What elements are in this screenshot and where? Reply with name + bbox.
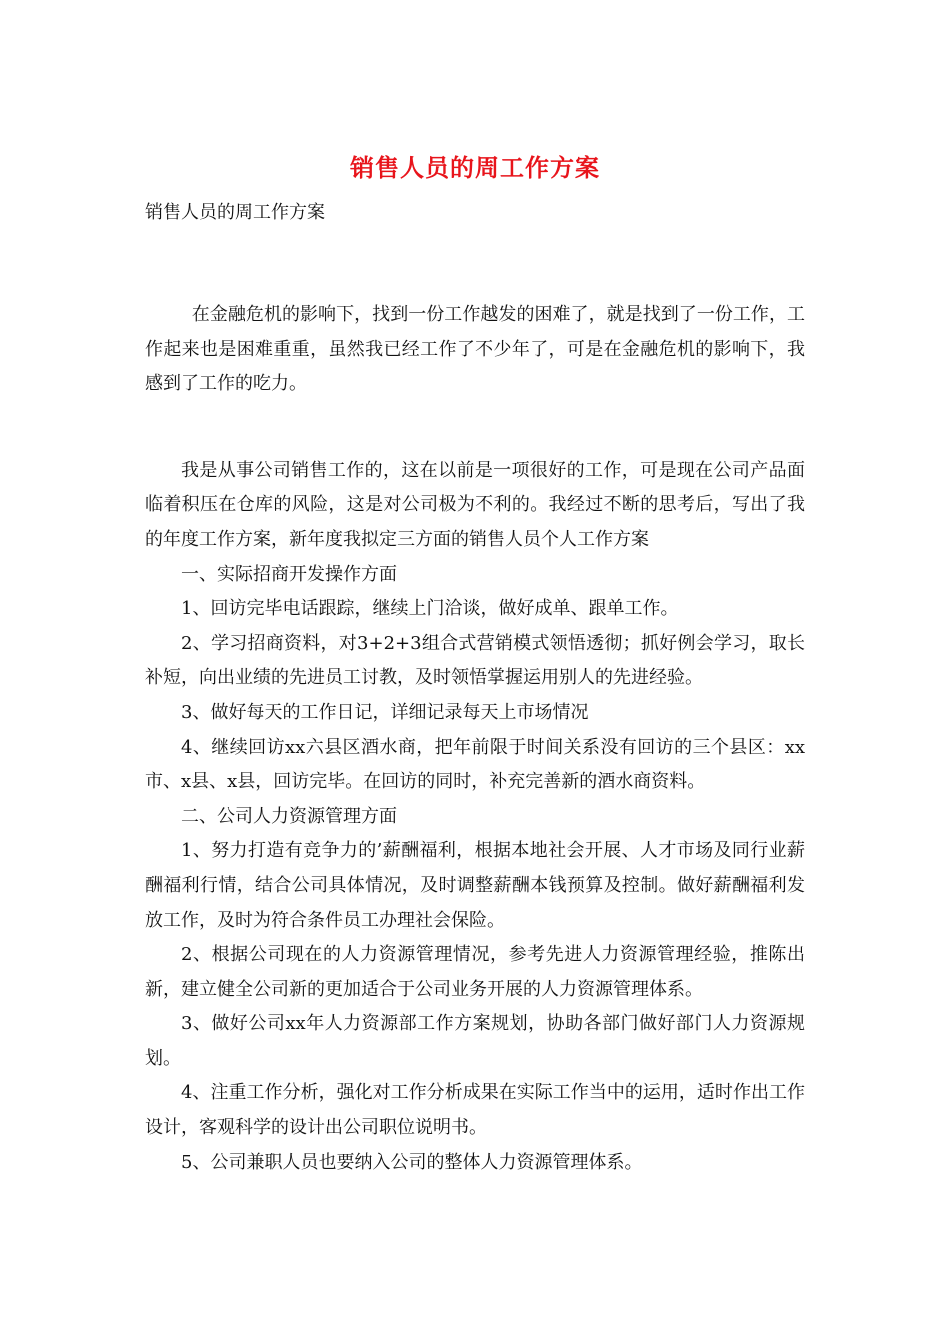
list-item: 1、回访完毕电话跟踪，继续上门洽谈，做好成单、跟单工作。 bbox=[181, 598, 679, 620]
document-subtitle: 销售人员的周工作方案 bbox=[145, 202, 325, 223]
section-heading-1: 一、实际招商开发操作方面 bbox=[181, 563, 397, 585]
list-item: 3、做好每天的工作日记，详细记录每天上市场情况 bbox=[181, 701, 589, 723]
document-body bbox=[145, 298, 805, 1180]
list-item: 2、根据公司现在的人力资源管理情况，参考先进人力资源管理经验，推陈出新，建立健全公司新的更加适合于公司业务开展的人力资源管理体系。 bbox=[145, 944, 805, 1000]
list-item: 3、做好公司xx年人力资源部工作方案规划，协助各部门做好部门人力资源规划。 bbox=[145, 1013, 805, 1069]
paragraph-spacer bbox=[145, 402, 805, 454]
paragraph-intro: 在金融危机的影响下，找到一份工作越发的困难了，就是找到了一份工作，工作起来也是困难重重，虽然我已经工作了不少年了，可是在金融危机的影响下，我感到了工作的吃力。 bbox=[145, 304, 805, 395]
section-heading-2: 二、公司人力资源管理方面 bbox=[181, 805, 397, 827]
paragraph-background: 我是从事公司销售工作的，这在以前是一项很好的工作，可是现在公司产品面临着积压在仓库的风险，这是对公司极为不利的。我经过不断的思考后，写出了我的年度工作方案，新年度我拟定三方面的销售人员个人工作方案 bbox=[145, 459, 805, 550]
list-item: 4、注重工作分析，强化对工作分析成果在实际工作当中的运用，适时作出工作设计，客观科学的设计出公司职位说明书。 bbox=[145, 1082, 805, 1139]
list-item: 5、公司兼职人员也要纳入公司的整体人力资源管理体系。 bbox=[181, 1151, 643, 1173]
list-item: 4、继续回访xx六县区酒水商，把年前限于时间关系没有回访的三个县区：xx市、x县、x县，回访完毕。在回访的同时，补充完善新的酒水商资料。 bbox=[145, 736, 805, 793]
list-item: 1、努力打造有竞争力的’薪酬福利，根据本地社会开展、人才市场及同行业薪酬福利行情，结合公司具体情况，及时调整薪酬本钱预算及控制。做好薪酬福利发放工作，及时为符合条件员工办理社会保险。 bbox=[145, 840, 805, 931]
list-item: 2、学习招商资料，对3+2+3组合式营销模式领悟透彻；抓好例会学习，取长补短，向出业绩的先进员工讨教，及时领悟掌握运用别人的先进经验。 bbox=[145, 632, 805, 689]
document-title: 销售人员的周工作方案 bbox=[350, 153, 600, 182]
